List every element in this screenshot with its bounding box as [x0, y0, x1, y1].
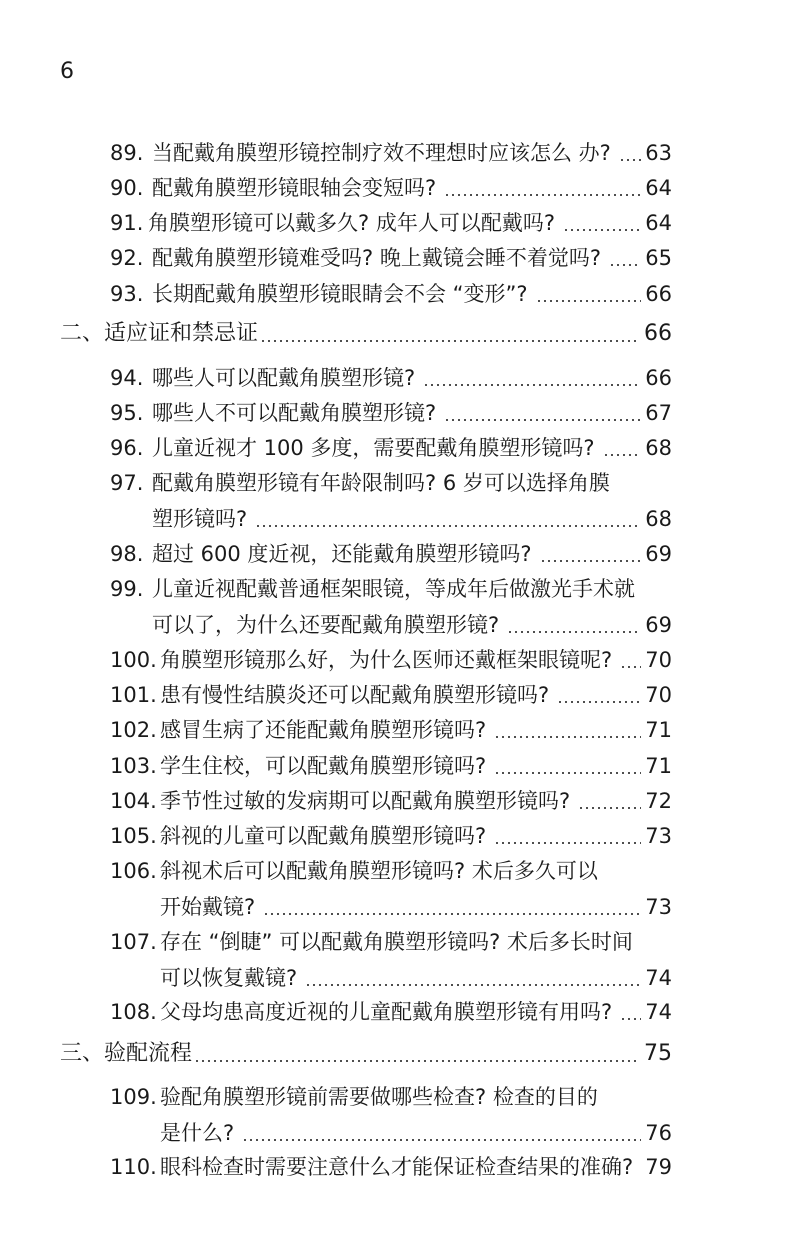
entry-title: 长期配戴角膜塑形镜眼睛会不会 “变形”? [152, 282, 528, 306]
toc-entry[interactable] [110, 857, 672, 921]
toc-entry[interactable] [110, 1083, 672, 1147]
section-title: 二、适应证和禁忌证 [60, 321, 259, 346]
entry-number: 93. [110, 282, 144, 306]
section-page: 66 [644, 321, 672, 346]
entry-page: 68 [645, 436, 672, 460]
entry-title: 超过 600 度近视，还能戴角膜塑形镜吗? [152, 542, 532, 566]
entry-number: 100. [110, 648, 157, 672]
entry-page: 68 [645, 507, 672, 531]
entry-title: 配戴角膜塑形镜难受吗? 晚上戴镜会睡不着觉吗? [152, 246, 601, 270]
dot-leader [423, 364, 641, 392]
entry-number: 102. [110, 718, 157, 742]
entry-number: 97. [110, 471, 144, 495]
entry-title: 哪些人可以配戴角膜塑形镜? [152, 366, 416, 390]
entry-number: 96. [110, 436, 144, 460]
entry-title: 父母均患高度近视的儿童配戴角膜塑形镜有用吗? [160, 1000, 613, 1024]
entry-title: 哪些人不可以配戴角膜塑形镜? [152, 401, 437, 425]
dot-leader [507, 611, 641, 639]
page-number: 6 [60, 59, 74, 84]
dot-leader [494, 716, 641, 744]
entry-title: 配戴角膜塑形镜眼轴会变短吗? [152, 176, 437, 200]
dot-leader [255, 505, 641, 533]
entry-page: 69 [645, 613, 672, 637]
entry-number: 89. [110, 141, 144, 165]
dot-leader [305, 964, 641, 992]
dot-leader [494, 752, 641, 780]
entry-title-line2: 可以了，为什么还要配戴角膜塑形镜? [152, 613, 500, 637]
entry-number: 99. [110, 577, 144, 601]
entry-number: 108. [110, 1000, 157, 1024]
dot-leader [609, 244, 641, 272]
entry-title: 角膜塑形镜那么好，为什么医师还戴框架眼镜呢? [160, 648, 613, 672]
entry-title: 学生住校，可以配戴角膜塑形镜吗? [160, 754, 487, 778]
entry-page: 67 [645, 401, 672, 425]
dot-leader [494, 822, 641, 850]
entry-title: 儿童近视才 100 多度，需要配戴角膜塑形镜吗? [152, 436, 595, 460]
entry-title-line1: 存在 “倒睫” 可以配戴角膜塑形镜吗? 术后多长时间 [160, 930, 633, 954]
dot-leader [444, 174, 641, 202]
entry-page: 73 [645, 895, 672, 919]
entry-title: 感冒生病了还能配戴角膜塑形镜吗? [160, 718, 487, 742]
entry-number: 104. [110, 789, 157, 813]
entry-number: 109. [110, 1085, 157, 1109]
dot-leader [536, 280, 642, 308]
dot-leader [194, 1040, 640, 1068]
entry-page: 66 [645, 366, 672, 390]
entry-title-line2: 塑形镜吗? [152, 507, 248, 531]
entry-title-line2: 开始戴镜? [160, 895, 256, 919]
entry-title-line2: 可以恢复戴镜? [160, 966, 298, 990]
entry-page: 64 [645, 176, 672, 200]
section-title: 三、验配流程 [60, 1041, 193, 1066]
entry-number: 90. [110, 176, 144, 200]
dot-leader [260, 320, 640, 348]
entry-number: 107. [110, 930, 157, 954]
entry-number: 101. [110, 683, 157, 707]
entry-number: 110. [110, 1155, 157, 1179]
entry-page: 69 [645, 542, 672, 566]
entry-page: 72 [645, 789, 672, 813]
toc-entry[interactable] [110, 575, 672, 639]
dot-leader [578, 787, 641, 815]
toc-entry[interactable] [110, 928, 672, 992]
entry-number: 98. [110, 542, 144, 566]
entry-title: 斜视的儿童可以配戴角膜塑形镜吗? [160, 824, 487, 848]
entry-title-line1: 配戴角膜塑形镜有年龄限制吗? 6 岁可以选择角膜 [152, 471, 610, 495]
dot-leader [263, 893, 641, 921]
section-page: 75 [644, 1041, 672, 1066]
entry-page: 73 [645, 824, 672, 848]
entry-page: 70 [645, 683, 672, 707]
entry-title-line1: 斜视术后可以配戴角膜塑形镜吗? 术后多久可以 [160, 859, 598, 883]
entry-number: 95. [110, 401, 144, 425]
dot-leader [242, 1119, 641, 1147]
dot-leader [540, 540, 642, 568]
dot-leader [563, 209, 641, 237]
entry-title-line1: 儿童近视配戴普通框架眼镜，等成年后做激光手术就 [152, 577, 635, 601]
entry-page: 64 [645, 211, 672, 235]
entry-page: 76 [645, 1121, 672, 1145]
entry-title: 患有慢性结膜炎还可以配戴角膜塑形镜吗? [160, 683, 550, 707]
entry-page: 74 [645, 966, 672, 990]
entry-title: 眼科检查时需要注意什么才能保证检查结果的准确? [160, 1155, 634, 1179]
entry-number: 92. [110, 246, 144, 270]
entry-title: 季节性过敏的发病期可以配戴角膜塑形镜吗? [160, 789, 571, 813]
entry-page: 65 [645, 246, 672, 270]
entry-page: 79 [645, 1155, 672, 1179]
entry-number: 106. [110, 859, 157, 883]
dot-leader [603, 434, 642, 462]
entry-title: 角膜塑形镜可以戴多久? 成年人可以配戴吗? [148, 211, 555, 235]
entry-title-line1: 验配角膜塑形镜前需要做哪些检查? 检查的目的 [160, 1085, 598, 1109]
dot-leader [619, 139, 641, 167]
dot-leader [557, 681, 641, 709]
entry-title-line2: 是什么? [160, 1121, 235, 1145]
entry-page: 70 [645, 648, 672, 672]
entry-title: 当配戴角膜塑形镜控制疗效不理想时应该怎么 办? [152, 141, 611, 165]
entry-page: 71 [645, 754, 672, 778]
entry-page: 74 [645, 1000, 672, 1024]
dot-leader [620, 646, 641, 674]
entry-number: 94. [110, 366, 144, 390]
entry-number: 91. [110, 211, 144, 235]
entry-number: 103. [110, 754, 157, 778]
entry-number: 105. [110, 824, 157, 848]
entry-page: 63 [645, 141, 672, 165]
dot-leader [444, 399, 641, 427]
entry-page: 71 [645, 718, 672, 742]
dot-leader [620, 998, 641, 1026]
toc-entry[interactable] [110, 469, 672, 533]
entry-page: 66 [645, 282, 672, 306]
